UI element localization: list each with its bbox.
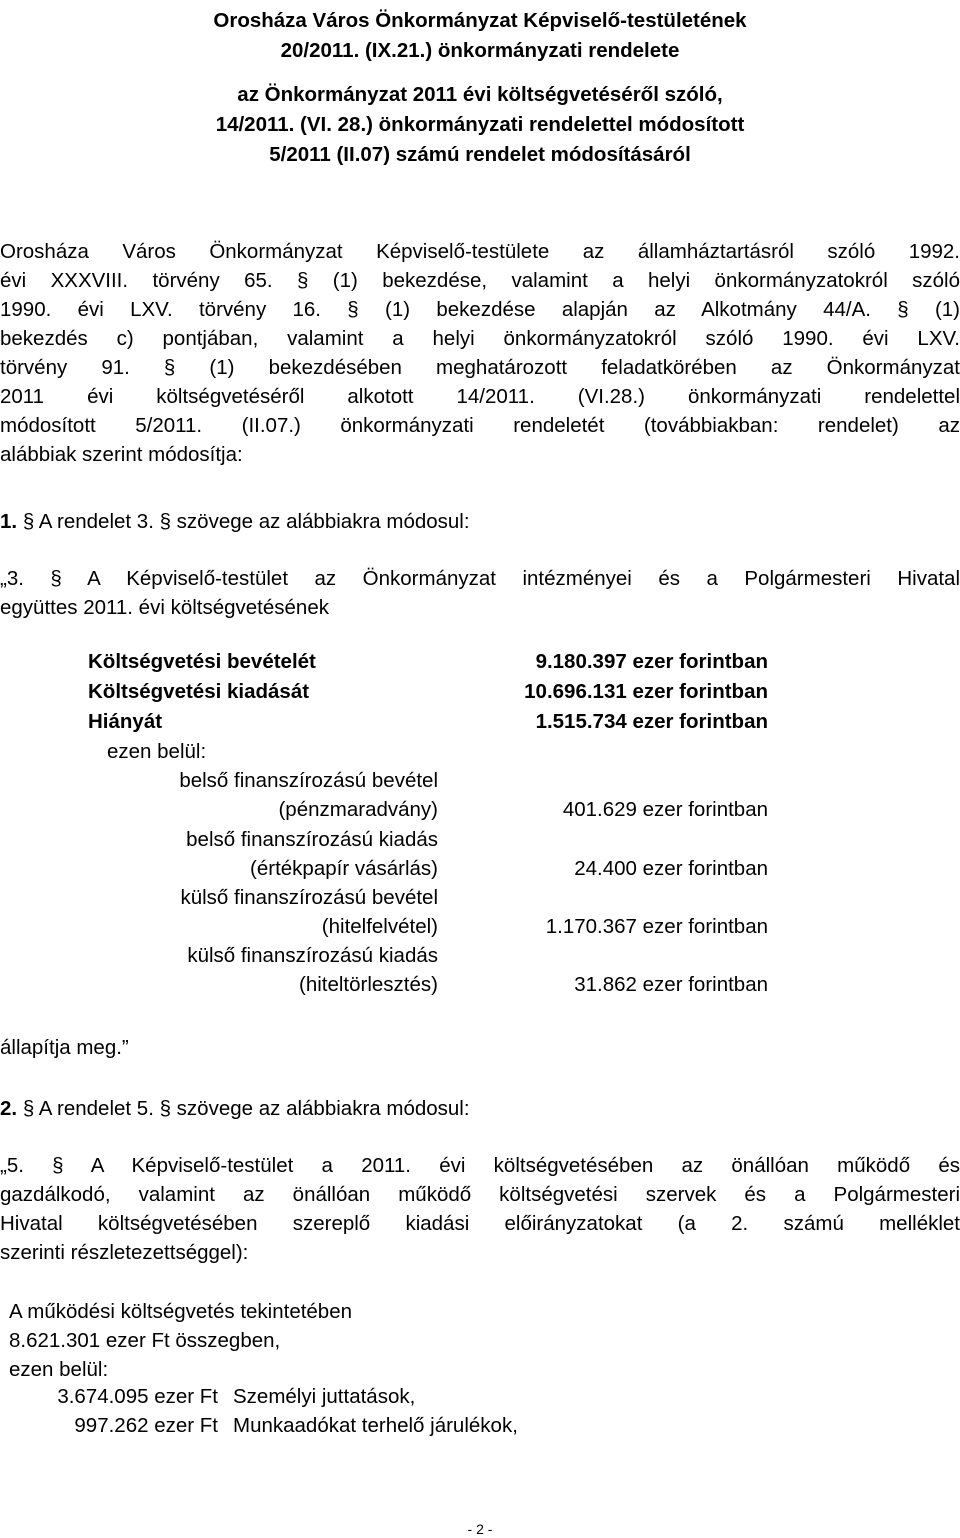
preamble-line: Orosháza Város Önkormányzat Képviselő-testülete az államháztartásról szóló 1992. <box>0 240 960 263</box>
section-5-line: szerinti részletezettséggel): <box>0 1241 249 1264</box>
preamble-line: 2011 évi költségvetéséről alkotott 14/2011. (VI.28.) önkormányzati rendelettel <box>0 385 960 408</box>
section-3-paragraph <box>0 564 960 622</box>
spend-description: Személyi juttatások, <box>233 1385 416 1408</box>
budget-item-value: 31.862 ezer forintban <box>574 973 768 996</box>
section-2-heading <box>0 1094 470 1123</box>
budget-value: 10.696.131 ezer forintban <box>524 680 768 703</box>
budget-label: Hiányát <box>88 710 163 733</box>
budget-label: Költségvetési bevételét <box>88 650 316 673</box>
section-2-number: 2. <box>0 1097 18 1120</box>
budget-row-revenue <box>0 650 960 679</box>
budget-item-value: 1.170.367 ezer forintban <box>545 915 768 938</box>
document-title <box>0 6 960 170</box>
budget-item-row <box>0 798 960 827</box>
preamble-paragraph <box>0 237 960 469</box>
budget-item-row <box>0 915 960 944</box>
budget-item-value: 401.629 ezer forintban <box>562 798 768 821</box>
budget-item-label: belső finanszírozású bevétel <box>179 769 438 792</box>
budget-item-row <box>0 857 960 886</box>
budget-item-row <box>0 886 960 915</box>
page-number: - 2 - <box>467 1521 493 1537</box>
budget-item-value: 24.400 ezer forintban <box>574 857 768 880</box>
section-5-line: Hivatal költségvetésében szereplő kiadási előirányzatokat (a 2. számú melléklet <box>0 1212 960 1235</box>
section-2-text: § A rendelet 5. § szövege az alábbiakra módosul: <box>22 1097 470 1120</box>
section-5-line: „5. § A Képviselő-testület a 2011. évi költségvetésében az önállóan működő és <box>0 1154 960 1177</box>
budget-item-sublabel: (hiteltörlesztés) <box>299 973 438 996</box>
title-line-3: az Önkormányzat 2011 évi költségvetéséről szóló, <box>237 83 723 106</box>
budget-item-label: külső finanszírozású bevétel <box>180 886 438 909</box>
operating-budget-total: 8.621.301 ezer Ft összegben, <box>9 1329 281 1352</box>
section-3-line: „3. § A Képviselő-testület az Önkormányzat intézményei és a Polgármesteri Hivatal <box>0 567 960 590</box>
budget-item-row <box>0 944 960 973</box>
budget-value: 9.180.397 ezer forintban <box>535 650 768 673</box>
title-line-4: 14/2011. (VI. 28.) önkormányzati rendelettel módosított <box>215 113 745 136</box>
budget-item-label: belső finanszírozású kiadás <box>186 828 438 851</box>
section-5-paragraph <box>0 1151 960 1267</box>
budget-item-sublabel: (pénzmaradvány) <box>278 798 438 821</box>
preamble-line: 1990. évi LXV. törvény 16. § (1) bekezdése alapján az Alkotmány 44/A. § (1) <box>0 298 960 321</box>
preamble-line: bekezdés c) pontjában, valamint a helyi önkormányzatokról szóló 1990. évi LXV. <box>0 327 960 350</box>
budget-row-deficit <box>0 710 960 739</box>
budget-within-label: ezen belül: <box>107 740 207 763</box>
budget-item-row <box>0 828 960 857</box>
budget-item-row <box>0 973 960 1002</box>
budget-row-expense <box>0 680 960 709</box>
title-line-2: 20/2011. (IX.21.) önkormányzati rendelete <box>280 39 680 62</box>
budget-value: 1.515.734 ezer forintban <box>535 710 768 733</box>
budget-label: Költségvetési kiadását <box>88 680 310 703</box>
preamble-line: törvény 91. § (1) bekezdésében meghatározott feladatkörében az Önkormányzat <box>0 356 960 379</box>
budget-item-row <box>0 769 960 798</box>
budget-closing: állapítja meg.” <box>0 1036 129 1059</box>
section-3-line: együttes 2011. évi költségvetésének <box>0 596 329 619</box>
preamble-line: módosított 5/2011. (II.07.) önkormányzati rendeletét (továbbiakban: rendelet) az <box>0 414 960 437</box>
operating-within-label: ezen belül: <box>9 1358 109 1381</box>
budget-item-sublabel: (értékpapír vásárlás) <box>250 857 438 880</box>
title-line-5: 5/2011 (II.07) számú rendelet módosításáról <box>269 143 691 166</box>
spend-description: Munkaadókat terhelő járulékok, <box>233 1414 518 1437</box>
title-line-1: Orosháza Város Önkormányzat Képviselő-testületének <box>213 9 747 32</box>
operating-budget-heading: A működési költségvetés tekintetében <box>9 1300 353 1323</box>
budget-item-sublabel: (hitelfelvétel) <box>321 915 438 938</box>
spend-amount: 997.262 ezer Ft <box>74 1414 218 1437</box>
preamble-line: alábbiak szerint módosítja: <box>0 443 243 466</box>
section-1-text: § A rendelet 3. § szövege az alábbiakra módosul: <box>22 510 470 533</box>
section-1-heading <box>0 507 470 536</box>
budget-within-row <box>0 740 960 769</box>
budget-item-label: külső finanszírozású kiadás <box>187 944 438 967</box>
section-5-line: gazdálkodó, valamint az önállóan működő költségvetési szervek és a Polgármesteri <box>0 1183 960 1206</box>
section-1-number: 1. <box>0 510 18 533</box>
preamble-line: évi XXXVIII. törvény 65. § (1) bekezdése, valamint a helyi önkormányzatokról szóló <box>0 269 960 292</box>
spend-amount: 3.674.095 ezer Ft <box>57 1385 218 1408</box>
